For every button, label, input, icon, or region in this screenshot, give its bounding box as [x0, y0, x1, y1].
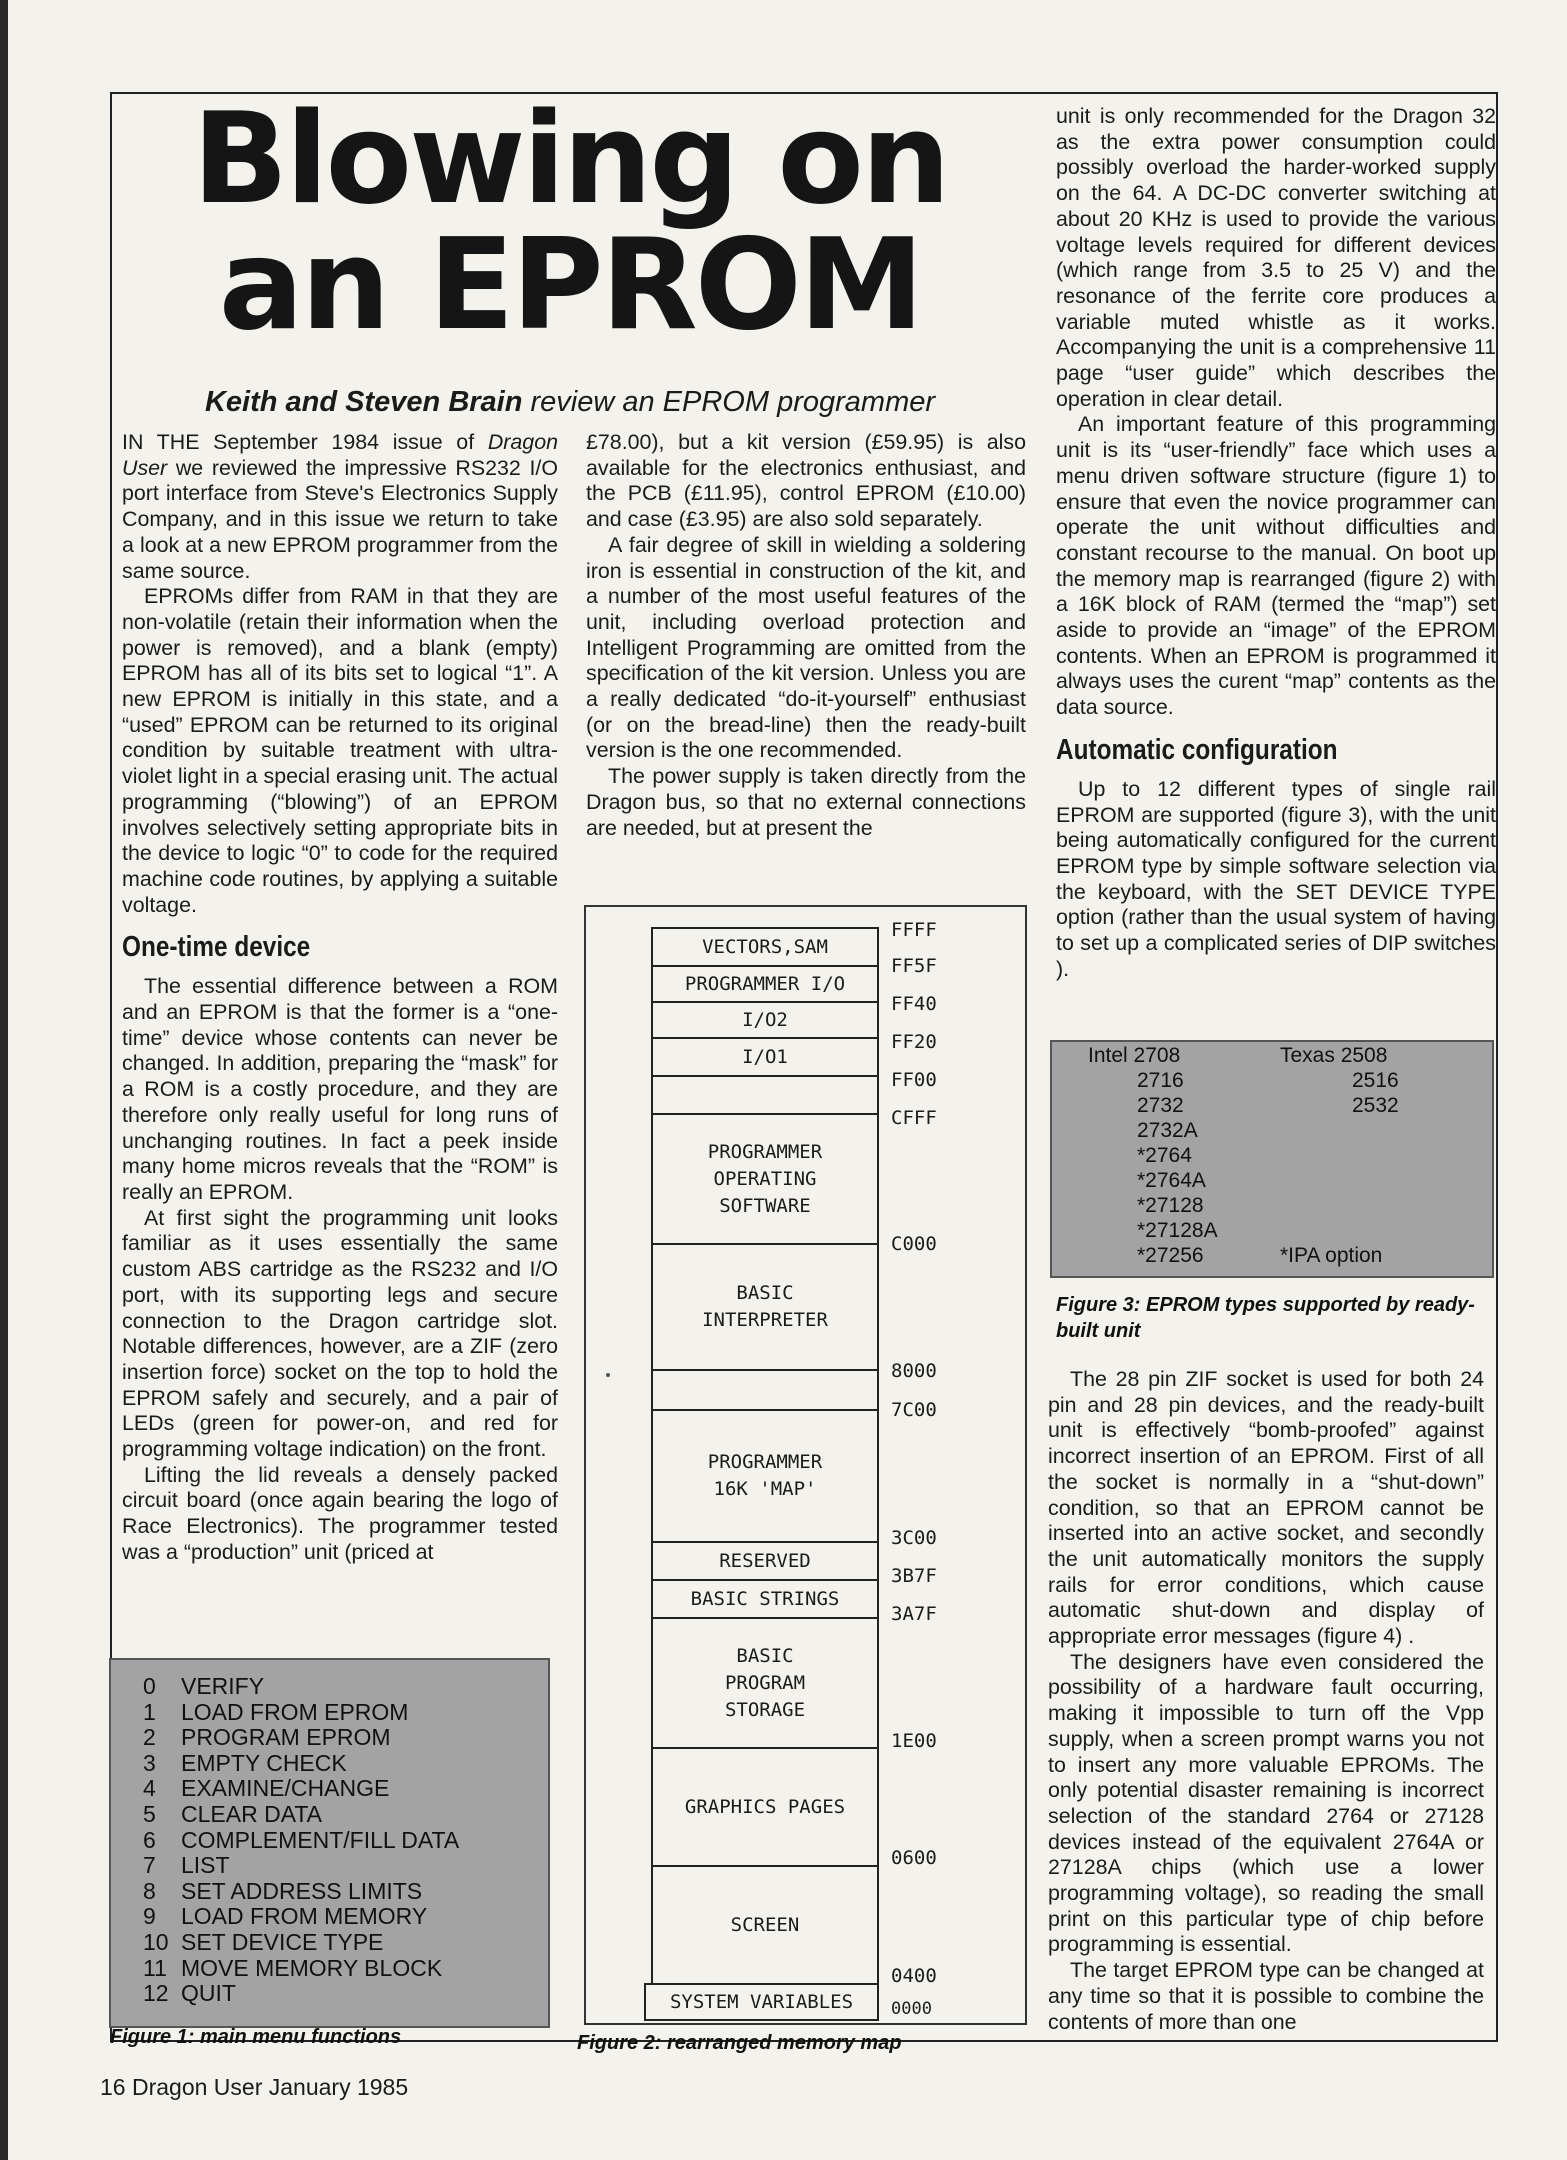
page-footer: 16 Dragon User January 1985	[100, 2074, 409, 2100]
memory-address: FF40	[891, 993, 937, 1015]
paragraph	[122, 430, 558, 584]
eprom-type-intel: 2732A	[1137, 1119, 1198, 1142]
paragraph: EPROMs differ from RAM in that they are non-volatile (retain their information when the power is removed), and a blank (empty) EPROM has all of its bits set to logical “1”. A new EPROM is initially in this state, and a “used” EPROM can be returned to its original condition by suitable treatment with ultra-violet light in a special erasing unit. The actual programming (“blowing”) of an EPROM involves selectively setting appropriate bits in the device to logic “0” to code for the required machine code routines, by applying a suitable voltage.	[122, 584, 558, 917]
menu-item-number: 4	[143, 1775, 156, 1802]
magazine-title: Dragon User	[122, 430, 558, 480]
menu-item	[143, 1725, 548, 1751]
memory-address: FF00	[891, 1069, 937, 1091]
paragraph: The target EPROM type can be changed at any time so that it is possible to combine the contents of more than one	[1048, 1958, 1484, 2034]
subheading-one-time-device: One-time device	[122, 931, 311, 964]
eprom-type-intel: *27128A	[1137, 1219, 1218, 1242]
paragraph: £78.00), but a kit version (£59.95) is also available for the electronics enthusiast, and the PCB (£11.95), control EPROM (£10.00) and case (£3.95) are also sold separately.	[586, 430, 1026, 532]
memory-address: 8000	[891, 1360, 937, 1382]
menu-item-label: LIST	[181, 1852, 230, 1879]
body-column-4	[1048, 1367, 1484, 2035]
byline-description: review an EPROM programmer	[522, 386, 936, 418]
menu-item-label: QUIT	[181, 1980, 236, 2007]
menu-item	[143, 1904, 548, 1930]
figure-3-caption: Figure 3: EPROM types supported by ready-built unit	[1056, 1294, 1475, 1342]
memory-address: C000	[891, 1233, 937, 1255]
menu-item-label: COMPLEMENT/FILL DATA	[181, 1826, 460, 1853]
menu-item	[143, 1674, 548, 1700]
memory-address: CFFF	[891, 1107, 937, 1129]
eprom-type-intel: Intel 2708	[1088, 1044, 1181, 1067]
body-column-1	[122, 430, 558, 1566]
menu-item-label: LOAD FROM MEMORY	[181, 1903, 428, 1930]
menu-item-label: EMPTY CHECK	[181, 1749, 347, 1776]
memory-block: VECTORS,SAM	[651, 927, 879, 967]
memory-block: PROGRAMMER I/O	[651, 965, 879, 1003]
menu-item-number: 3	[143, 1749, 156, 1776]
paragraph-text: we reviewed the impressive RS232 I/O port interface from Steve's Electronics Supply Company, and in this issue we return to take a look at a new EPROM programmer from the same source.	[122, 455, 558, 583]
byline	[130, 386, 1010, 419]
memory-block: PROGRAMMER OPERATING SOFTWARE	[651, 1113, 879, 1245]
memory-address: FF20	[891, 1031, 937, 1053]
memory-block	[651, 1075, 879, 1115]
menu-item	[143, 1879, 548, 1905]
menu-item-label: VERIFY	[181, 1673, 265, 1699]
menu-item-number: 11	[143, 1954, 167, 1981]
memory-block: SYSTEM VARIABLES	[644, 1983, 879, 2021]
memory-block: BASIC PROGRAM STORAGE	[651, 1617, 879, 1749]
paragraph: A fair degree of skill in wielding a soldering iron is essential in construction of the kit, and a number of the most useful features of the unit, including overload protection and Intelligent Programming are omitted from the specification of the kit version. Unless you are a really dedicated “do-it-yourself” enthusiast (or on the bread-line) then the ready-built version is the one recommended.	[586, 532, 1026, 763]
eprom-type-texas: 2516	[1352, 1069, 1399, 1092]
menu-item-label: PROGRAM EPROM	[181, 1724, 391, 1751]
menu-item-number: 2	[143, 1724, 156, 1751]
paragraph: Up to 12 different types of single rail EPROM are supported (figure 3), with the unit being automatically configured for the current EPROM type by simple software selection via the keyboard, with the SET DEVICE TYPE option (rather than the usual system of having to set up a complicated series of DIP switches ).	[1056, 776, 1496, 981]
paragraph: The 28 pin ZIF socket is used for both 24 pin and 28 pin devices, and the ready-built unit is effectively “bomb-proofed” against incorrect insertion of an EPROM. First of all the socket is normally in a “shut-down” condition, so that an EPROM cannot be inserted into an active socket, and secondly the unit automatically monitors the supply rails for error conditions, which cause automatic shut-down and display of appropriate error messages (figure 4) .	[1048, 1367, 1484, 1649]
eprom-type-intel: 2716	[1137, 1069, 1184, 1092]
body-column-2	[586, 430, 1026, 841]
menu-item-number: 5	[143, 1800, 156, 1827]
menu-item	[143, 1981, 548, 2007]
menu-item-label: MOVE MEMORY BLOCK	[181, 1954, 443, 1981]
subheading-automatic-configuration: Automatic configuration	[1056, 733, 1338, 766]
figure-1-menu-box	[109, 1658, 550, 2028]
menu-item-label: SET ADDRESS LIMITS	[181, 1877, 423, 1904]
menu-item-number: 8	[143, 1877, 156, 1904]
paragraph: Lifting the lid reveals a densely packed circuit board (once again bearing the logo of Race Electronics). The programmer tested was a “production” unit (priced at	[122, 1462, 558, 1564]
headline-line-1: Blowing on	[192, 85, 948, 232]
menu-item-label: CLEAR DATA	[181, 1800, 323, 1827]
menu-item-number: 10	[143, 1928, 169, 1955]
menu-item	[143, 1751, 548, 1777]
eprom-type-texas: Texas 2508	[1280, 1044, 1388, 1067]
menu-item	[143, 1700, 548, 1726]
menu-item-label: SET DEVICE TYPE	[181, 1928, 384, 1955]
memory-block: SCREEN	[651, 1865, 879, 1985]
menu-item-number: 1	[143, 1698, 156, 1725]
memory-address: 7C00	[891, 1399, 937, 1421]
memory-address: 1E00	[891, 1730, 937, 1752]
memory-address: 0600	[891, 1847, 937, 1869]
eprom-type-intel: *2764A	[1137, 1169, 1206, 1192]
memory-block: RESERVED	[651, 1541, 879, 1581]
menu-item	[143, 1776, 548, 1802]
memory-address: FF5F	[891, 955, 937, 977]
memory-block: I/O2	[651, 1001, 879, 1039]
memory-address: 3C00	[891, 1527, 937, 1549]
figure-1-caption: Figure 1: main menu functions	[110, 2026, 402, 2048]
menu-item-number: 9	[143, 1903, 156, 1930]
menu-item	[143, 1853, 548, 1879]
paragraph: The power supply is taken directly from the Dragon bus, so that no external connections are needed, but at present the	[586, 764, 1026, 840]
menu-item	[143, 1828, 548, 1854]
page-edge-bar	[0, 0, 8, 2160]
figure-2-caption: Figure 2: rearranged memory map	[577, 2032, 902, 2054]
menu-item-number: 7	[143, 1852, 156, 1879]
headline	[130, 85, 1010, 358]
byline-authors: Keith and Steven Brain	[204, 386, 523, 418]
paragraph: unit is only recommended for the Dragon 32 as the extra power consumption could possibly overload the harder-worked supply on the 64. A DC-DC converter switching at about 20 KHz is used to provide the various voltage levels required for different devices (which range from 3.5 to 25 V) and the resonance of the ferrite core produces a variable muted whistle as it works. Accompanying the unit is a comprehensive 11 page “user guide” which describes the operation in clear detail.	[1056, 104, 1496, 411]
memory-address: FFFF	[891, 919, 937, 941]
memory-block: GRAPHICS PAGES	[651, 1747, 879, 1867]
menu-item-number: 12	[143, 1980, 169, 2007]
memory-address: 0000	[891, 1999, 932, 2019]
scan-speck	[606, 1373, 610, 1377]
memory-block: BASIC STRINGS	[651, 1579, 879, 1619]
figure-2-memory-map	[584, 905, 1027, 2025]
memory-address: 0400	[891, 1965, 937, 1987]
memory-block	[651, 1369, 879, 1411]
paragraph-text: IN THE September 1984 issue of	[122, 430, 488, 454]
memory-block: I/O1	[651, 1037, 879, 1077]
headline-line-2: an EPROM	[218, 211, 922, 358]
ipa-option-note: *IPA option	[1280, 1244, 1383, 1267]
memory-address: 3B7F	[891, 1565, 937, 1587]
eprom-type-intel: *2764	[1137, 1144, 1192, 1167]
menu-item	[143, 1930, 548, 1956]
menu-item-number: 0	[143, 1673, 156, 1699]
eprom-type-intel: *27128	[1137, 1194, 1204, 1217]
paragraph: At first sight the programming unit looks familiar as it uses essentially the same custom ABS cartridge as the RS232 and I/O port, with its supporting legs and secure connection to the Dragon cartridge slot. Notable differences, however, are a ZIF (zero insertion force) socket on the top to hold the EPROM safely and securely, and a pair of LEDs (green for power-on, and red for programming voltage indication) on the front.	[122, 1205, 558, 1462]
menu-item-label: EXAMINE/CHANGE	[181, 1775, 390, 1802]
eprom-type-intel: *27256	[1137, 1244, 1204, 1267]
menu-item	[143, 1802, 548, 1828]
memory-address: 3A7F	[891, 1603, 937, 1625]
menu-item-number: 6	[143, 1826, 156, 1853]
menu-item-label: LOAD FROM EPROM	[181, 1698, 409, 1725]
memory-block: PROGRAMMER 16K 'MAP'	[651, 1409, 879, 1543]
paragraph: The designers have even considered the possibility of a hardware fault occurring, making it impossible to turn off the Vpp supply, when a screen prompt warns you not to insert any more valuable EPROMs. The only potential disaster remaining is incorrect selection of the standard 2764 or 27128 devices instead of the equivalent 2764A or 27128A chips (which use a lower programming voltage), so reading the small print on this particular type of chip before programming is essential.	[1048, 1649, 1484, 1957]
memory-block: BASIC INTERPRETER	[651, 1243, 879, 1371]
eprom-type-texas: 2532	[1352, 1094, 1399, 1117]
paragraph: An important feature of this programming unit is its “user-friendly” face which uses a menu driven software structure (figure 1) to ensure that even the novice programmer can operate the unit without difficulties and constant recourse to the manual. On boot up the memory map is rearranged (figure 2) with a 16K block of RAM (termed the “map”) set aside to provide an “image” of the EPROM contents. When an EPROM is programmed it always uses the curent “map” contents as the data source.	[1056, 412, 1496, 720]
eprom-type-intel: 2732	[1137, 1094, 1184, 1117]
menu-item	[143, 1956, 548, 1982]
paragraph: The essential difference between a ROM and an EPROM is that the former is a “one-time” device whose contents can never be changed. In addition, preparing the “mask” for a ROM is a costly procedure, and they are therefore only really useful for long runs of unchanging routines. In fact a peek inside many home micros reveals that the “ROM” is really an EPROM.	[122, 974, 558, 1204]
body-column-3	[1056, 104, 1496, 983]
figure-3-eprom-types-box	[1050, 1040, 1494, 1278]
